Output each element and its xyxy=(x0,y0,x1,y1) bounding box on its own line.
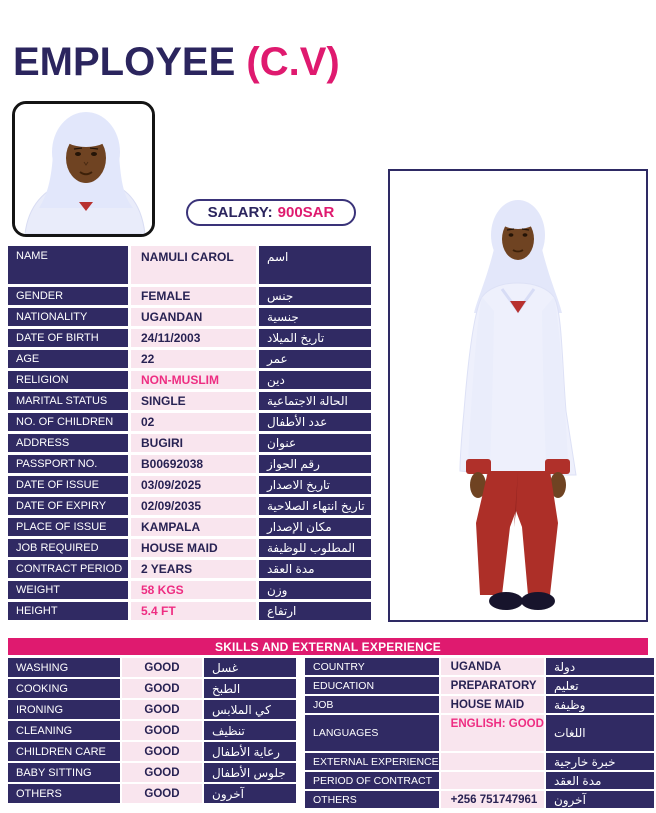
cv-field-value: B00692038 xyxy=(131,455,256,473)
cv-field-label-arabic: المطلوب للوظيفة xyxy=(259,539,371,557)
cv-row xyxy=(8,434,371,452)
experience-row xyxy=(305,696,654,713)
cv-row xyxy=(8,560,371,578)
experience-label: JOB xyxy=(305,696,439,713)
cv-field-value: NAMULI CAROL xyxy=(131,246,256,284)
skill-row xyxy=(8,721,296,740)
experience-value: PREPARATORY xyxy=(441,677,544,694)
skill-row xyxy=(8,700,296,719)
cv-field-label: RELIGION xyxy=(8,371,128,389)
cv-row xyxy=(8,287,371,305)
cv-field-value: 22 xyxy=(131,350,256,368)
cv-field-value: 03/09/2025 xyxy=(131,476,256,494)
skills-table xyxy=(6,656,298,805)
cv-field-label-arabic: دين xyxy=(259,371,371,389)
skill-value: GOOD xyxy=(122,742,202,761)
skill-value: GOOD xyxy=(122,700,202,719)
cv-field-label: DATE OF ISSUE xyxy=(8,476,128,494)
skill-label-arabic: الطبخ xyxy=(204,679,296,698)
experience-label: LANGUAGES xyxy=(305,715,439,751)
cv-row xyxy=(8,392,371,410)
cv-field-value: UGANDAN xyxy=(131,308,256,326)
cv-row xyxy=(8,329,371,347)
experience-label: EDUCATION xyxy=(305,677,439,694)
skill-label: CHILDREN CARE xyxy=(8,742,120,761)
cv-field-label-arabic: الحالة الاجتماعية xyxy=(259,392,371,410)
experience-row xyxy=(305,791,654,808)
salary-badge xyxy=(186,199,356,226)
skill-label: OTHERS xyxy=(8,784,120,803)
cv-field-label-arabic: عنوان xyxy=(259,434,371,452)
skill-label-arabic: غسل xyxy=(204,658,296,677)
cv-field-label: AGE xyxy=(8,350,128,368)
skill-row xyxy=(8,784,296,803)
experience-value: UGANDA xyxy=(441,658,544,675)
cv-field-label-arabic: رقم الجواز xyxy=(259,455,371,473)
woman-portrait-illustration xyxy=(15,104,152,234)
experience-label-arabic: دولة xyxy=(546,658,654,675)
cv-field-label-arabic: تاريخ انتهاء الصلاحية xyxy=(259,497,371,515)
cv-field-label: GENDER xyxy=(8,287,128,305)
cv-row xyxy=(8,246,371,284)
cv-field-value: FEMALE xyxy=(131,287,256,305)
cv-field-label: JOB REQUIRED xyxy=(8,539,128,557)
cv-field-value: 02 xyxy=(131,413,256,431)
page-title-suffix: (C.V) xyxy=(246,40,340,84)
cv-field-value: 02/09/2035 xyxy=(131,497,256,515)
experience-label-arabic: اللغات xyxy=(546,715,654,751)
skill-label: BABY SITTING xyxy=(8,763,120,782)
cv-row xyxy=(8,518,371,536)
cv-table xyxy=(5,243,374,623)
cv-row xyxy=(8,497,371,515)
cv-field-label: NO. OF CHILDREN xyxy=(8,413,128,431)
cv-field-value: 24/11/2003 xyxy=(131,329,256,347)
experience-row xyxy=(305,772,654,789)
cv-field-value: 5.4 FT xyxy=(131,602,256,620)
skill-label-arabic: جلوس الأطفال xyxy=(204,763,296,782)
experience-value: HOUSE MAID xyxy=(441,696,544,713)
cv-field-label-arabic: جنس xyxy=(259,287,371,305)
woman-fullbody-illustration xyxy=(390,171,646,620)
skill-row xyxy=(8,742,296,761)
cv-field-label: MARITAL STATUS xyxy=(8,392,128,410)
cv-row xyxy=(8,539,371,557)
cv-field-label: HEIGHT xyxy=(8,602,128,620)
cv-field-value: NON-MUSLIM xyxy=(131,371,256,389)
experience-value: ENGLISH: GOOD xyxy=(441,715,544,751)
cv-field-value: 2 YEARS xyxy=(131,560,256,578)
skill-value: GOOD xyxy=(122,763,202,782)
skill-row xyxy=(8,679,296,698)
experience-row xyxy=(305,658,654,675)
cv-field-label: DATE OF BIRTH xyxy=(8,329,128,347)
skill-value: GOOD xyxy=(122,784,202,803)
cv-field-label-arabic: جنسية xyxy=(259,308,371,326)
experience-value xyxy=(441,753,544,770)
cv-field-label-arabic: وزن xyxy=(259,581,371,599)
page-title xyxy=(13,40,340,85)
skill-label: COOKING xyxy=(8,679,120,698)
skill-label: IRONING xyxy=(8,700,120,719)
cv-field-label-arabic: اسم xyxy=(259,246,371,284)
experience-label: OTHERS xyxy=(305,791,439,808)
experience-label-arabic: آخرون xyxy=(546,791,654,808)
experience-label-arabic: تعليم xyxy=(546,677,654,694)
cv-row xyxy=(8,371,371,389)
skill-row xyxy=(8,658,296,677)
skill-label: CLEANING xyxy=(8,721,120,740)
skill-value: GOOD xyxy=(122,679,202,698)
cv-field-value: 58 KGS xyxy=(131,581,256,599)
skill-row xyxy=(8,763,296,782)
skill-label-arabic: رعاية الأطفال xyxy=(204,742,296,761)
skill-label: WASHING xyxy=(8,658,120,677)
experience-value: +256 751747961 xyxy=(441,791,544,808)
skill-label-arabic: تنظيف xyxy=(204,721,296,740)
cv-field-label-arabic: عدد الأطفال xyxy=(259,413,371,431)
skill-value: GOOD xyxy=(122,658,202,677)
cv-field-label-arabic: تاريخ الميلاد xyxy=(259,329,371,347)
cv-field-value: HOUSE MAID xyxy=(131,539,256,557)
cv-row xyxy=(8,455,371,473)
experience-table xyxy=(303,656,656,810)
cv-field-label: DATE OF EXPIRY xyxy=(8,497,128,515)
cv-field-label: PASSPORT NO. xyxy=(8,455,128,473)
cv-field-label: ADDRESS xyxy=(8,434,128,452)
cv-field-value: SINGLE xyxy=(131,392,256,410)
cv-field-label: NATIONALITY xyxy=(8,308,128,326)
experience-row xyxy=(305,715,654,751)
experience-label-arabic: وظيفة xyxy=(546,696,654,713)
cv-field-label-arabic: مدة العقد xyxy=(259,560,371,578)
cv-row xyxy=(8,581,371,599)
experience-label: EXTERNAL EXPERIENCE xyxy=(305,753,439,770)
experience-row xyxy=(305,677,654,694)
skills-section-header: SKILLS AND EXTERNAL EXPERIENCE xyxy=(8,638,648,655)
skill-label-arabic: آخرون xyxy=(204,784,296,803)
experience-label-arabic: مدة العقد xyxy=(546,772,654,789)
portrait-photo xyxy=(12,101,155,237)
experience-label-arabic: خبرة خارجية xyxy=(546,753,654,770)
cv-field-value: BUGIRI xyxy=(131,434,256,452)
page-title-main: EMPLOYEE xyxy=(13,40,236,84)
skill-value: GOOD xyxy=(122,721,202,740)
experience-value xyxy=(441,772,544,789)
cv-field-label-arabic: ارتفاع xyxy=(259,602,371,620)
cv-row xyxy=(8,476,371,494)
cv-field-label: NAME xyxy=(8,246,128,284)
experience-label: PERIOD OF CONTRACT xyxy=(305,772,439,789)
experience-label: COUNTRY xyxy=(305,658,439,675)
cv-field-label-arabic: عمر xyxy=(259,350,371,368)
cv-field-label-arabic: تاريخ الاصدار xyxy=(259,476,371,494)
experience-row xyxy=(305,753,654,770)
cv-row xyxy=(8,413,371,431)
full-body-photo xyxy=(388,169,648,622)
salary-value: 900SAR xyxy=(277,204,335,221)
cv-field-label: WEIGHT xyxy=(8,581,128,599)
cv-field-value: KAMPALA xyxy=(131,518,256,536)
cv-row xyxy=(8,350,371,368)
cv-field-label: CONTRACT PERIOD xyxy=(8,560,128,578)
salary-label: SALARY: xyxy=(207,204,273,221)
cv-row xyxy=(8,308,371,326)
skill-label-arabic: كي الملابس xyxy=(204,700,296,719)
cv-row xyxy=(8,602,371,620)
cv-field-label-arabic: مكان الإصدار xyxy=(259,518,371,536)
cv-field-label: PLACE OF ISSUE xyxy=(8,518,128,536)
